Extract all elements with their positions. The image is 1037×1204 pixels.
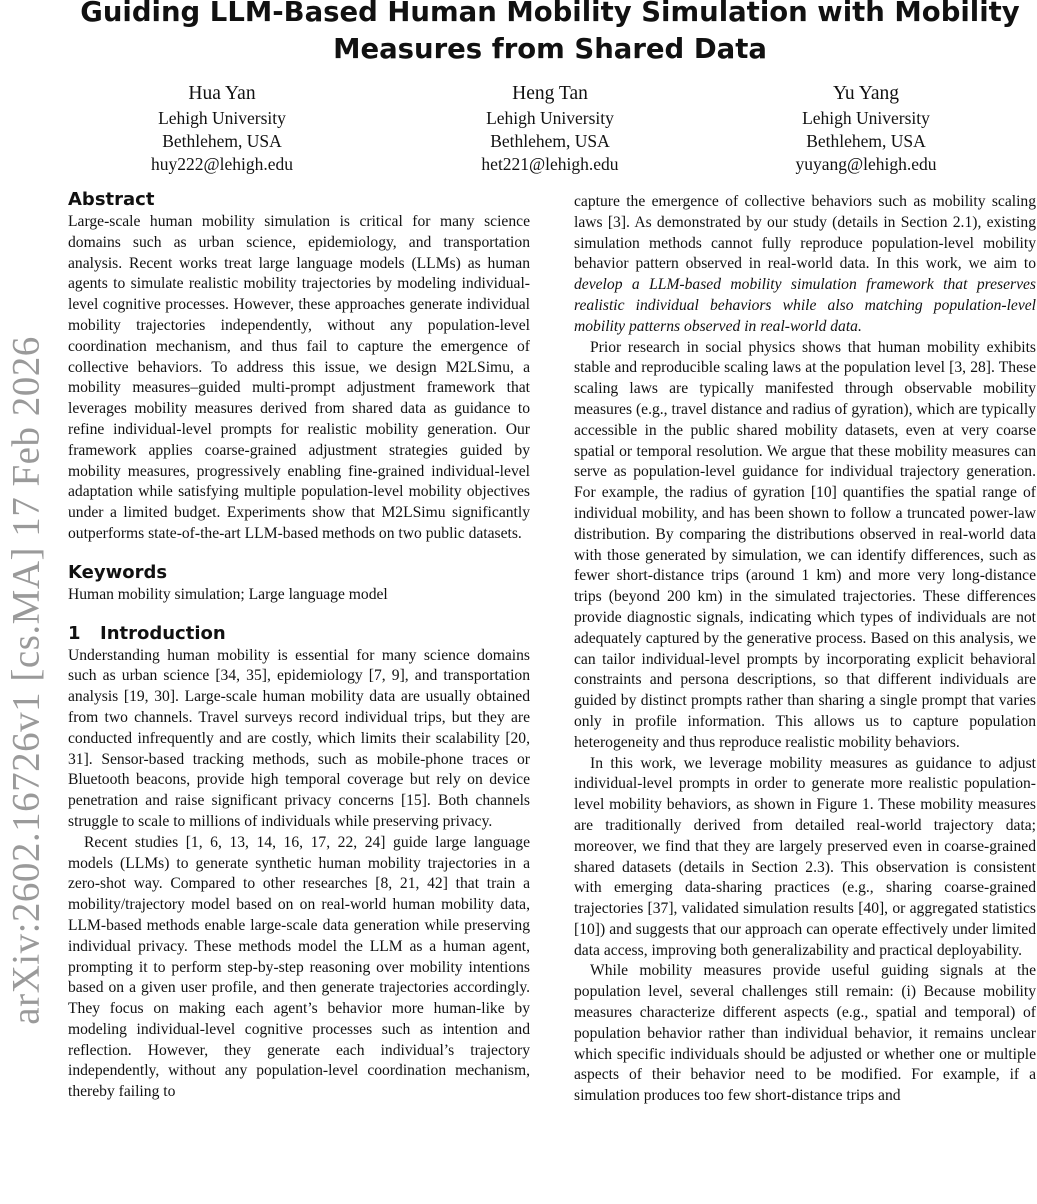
author-location: Bethlehem, USA bbox=[162, 131, 282, 151]
author-email: yuyang@lehigh.edu bbox=[795, 154, 937, 174]
author-affiliation: Lehigh University bbox=[486, 108, 614, 128]
author-block bbox=[60, 82, 1037, 182]
section-title: Introduction bbox=[100, 622, 226, 644]
keywords-heading: Keywords bbox=[68, 561, 168, 583]
author-affiliation: Lehigh University bbox=[802, 108, 930, 128]
intro-paragraph-3-text: capture the emergence of collective behaviors such as mobility scaling laws [3]. As demonstrated by our study (details in Section 2.1), existing simulation methods cannot fully reproduce population-level mobility behavior pattern observed in real-world data. In this work, we aim to bbox=[574, 193, 1036, 273]
author-email: huy222@lehigh.edu bbox=[151, 154, 293, 174]
abstract-text: Large-scale human mobility simulation is critical for many science domains such as urban science, epidemiology, and transportation analysis. Recent works treat large language models (LLMs) as human agents to simulate realistic mobility trajectories by modeling individual-level cognitive processes. However, these approaches generate individual mobility trajectories independently, without any population-level coordination mechanism, and thus fail to capture the emergence of collective behaviors. To address this issue, we design M2LSimu, a mobility measures–guided multi-prompt adjustment framework that leverages mobility measures derived from shared data as guidance to refine individual-level prompts for realistic mobility generation. Our framework applies coarse-grained adjustment strategies guided by mobility measures, progressively enabling fine-grained individual-level adaptation while satisfying multiple population-level mobility objectives under a limited budget. Experiments show that M2LSimu significantly outperforms state-of-the-art LLM-based methods on two public datasets. bbox=[68, 213, 530, 542]
intro-paragraph-1: Understanding human mobility is essential for many science domains such as urban science [34, 35], epidemiology [7, 9], and transportation analysis [19, 30]. Large-scale human mobility data are usually obtained from two channels. Travel surveys record individual trips, but they are conducted infrequently and are costly, which limits their scalability [20, 31]. Sensor-based tracking methods, such as mobile-phone traces or Bluetooth beacons, provide high temporal coverage but rely on device penetration and raise significant privacy concerns [15]. Both channels struggle to scale to millions of individuals while preserving privacy. bbox=[68, 646, 530, 830]
intro-paragraph-4: Prior research in social physics shows that human mobility exhibits stable and reproducible scaling laws at the population level [3, 28]. These scaling laws are typically manifested through observable mobility measures (e.g., travel distance and radius of gyration), which are typically accessible in the public shared mobility datasets, even at very coarse spatial or temporal resolution. We argue that these mobility measures can serve as population-level guidance for individual trajectory generation. For example, the radius of gyration [10] quantifies the spatial range of individual mobility, and has been shown to follow a truncated power-law distribution. By comparing the distributions observed in real-world data with those generated by simulation, we can identify differences, such as fewer short-distance trips (around 1 km) and more very long-distance trips (beyond 200 km) in the simulated trajectories. These differences provide diagnostic signals, indicating which types of individuals are not adequately captured by the generative process. Based on this analysis, we can tailor individual-level prompts by incorporating explicit behavioral constraints and persona descriptions, so that different individuals are guided by distinct prompts rather than sharing a single prompt that varies only in profile information. This allows us to capture population heterogeneity and thus reproduce realistic mobility behaviors. bbox=[574, 338, 1036, 751]
intro-paragraph-5: In this work, we leverage mobility measures as guidance to adjust individual-level prompts in order to generate more realistic population-level mobility behaviors, as shown in Figure 1. These mobility measures are traditionally derived from detailed real-world trajectory data; moreover, we find that they are largely preserved even in coarse-grained shared datasets (details in Section 2.3). This observation is consistent with emerging data-sharing practices (e.g., sharing coarse-grained trajectories [37], validated simulation results [40], or aggregated statistics [10]) and suggests that our approach can operate effectively under limited data access, improving both generalizability and practical deployability. bbox=[574, 754, 1036, 959]
paper-title: Guiding LLM-Based Human Mobility Simulation with Mobility Measures from Shared Data bbox=[80, 0, 1020, 65]
intro-paragraph-6: While mobility measures provide useful guiding signals at the population level, several challenges still remain: (i) Because mobility measures characterize different aspects (e.g., spatial and temporal) of population behavior rather than individual behavior, it remains unclear which specific individuals should be adjusted or whether one or multiple aspects of their behavior need to be modified. For example, if a simulation produces too few short-distance trips and bbox=[574, 962, 1036, 1105]
author-1 bbox=[67, 82, 377, 176]
arxiv-identifier-text: arXiv:2602.16726v1 [cs.MA] 17 Feb 2026 bbox=[4, 335, 48, 1025]
abstract-heading: Abstract bbox=[68, 189, 155, 210]
intro-paragraph-3 bbox=[574, 192, 1036, 338]
author-location: Bethlehem, USA bbox=[490, 131, 610, 151]
research-aim: develop a LLM-based mobility simulation framework that preserves realistic individual behaviors while also matching population-level mobility patterns observed in real-world data. bbox=[574, 276, 1036, 335]
section-number: 1 bbox=[68, 622, 81, 644]
introduction-heading bbox=[68, 622, 530, 646]
author-name: Heng Tan bbox=[512, 83, 588, 104]
keywords-text: Human mobility simulation; Large language model bbox=[68, 585, 388, 603]
author-3 bbox=[711, 82, 1021, 176]
right-column bbox=[574, 192, 1036, 1204]
left-column bbox=[68, 188, 530, 1200]
author-location: Bethlehem, USA bbox=[806, 131, 926, 151]
author-name: Hua Yan bbox=[188, 83, 256, 104]
author-2 bbox=[395, 82, 705, 176]
author-name: Yu Yang bbox=[832, 83, 900, 104]
arxiv-identifier bbox=[0, 180, 52, 1180]
author-affiliation: Lehigh University bbox=[158, 108, 286, 128]
intro-paragraph-2: Recent studies [1, 6, 13, 14, 16, 17, 22, 24] guide large language models (LLMs) to generate synthetic human mobility trajectories in a zero-shot way. Compared to other researches [8, 21, 42] that train a mobility/trajectory model based on on real-world human mobility data, LLM-based methods enable large-scale data generation while preserving individual privacy. These methods model the LLM as a human agent, prompting it to perform step-by-step reasoning over mobility intentions based on a given user profile, and then generate trajectories accordingly. They focus on making each agent’s behavior more human-like by modeling individual-level cognitive processes such as intention and reflection. However, they generate each individual’s trajectory independently, without any population-level coordination mechanism, thereby failing to bbox=[68, 833, 530, 1101]
author-email: het221@lehigh.edu bbox=[481, 154, 619, 174]
